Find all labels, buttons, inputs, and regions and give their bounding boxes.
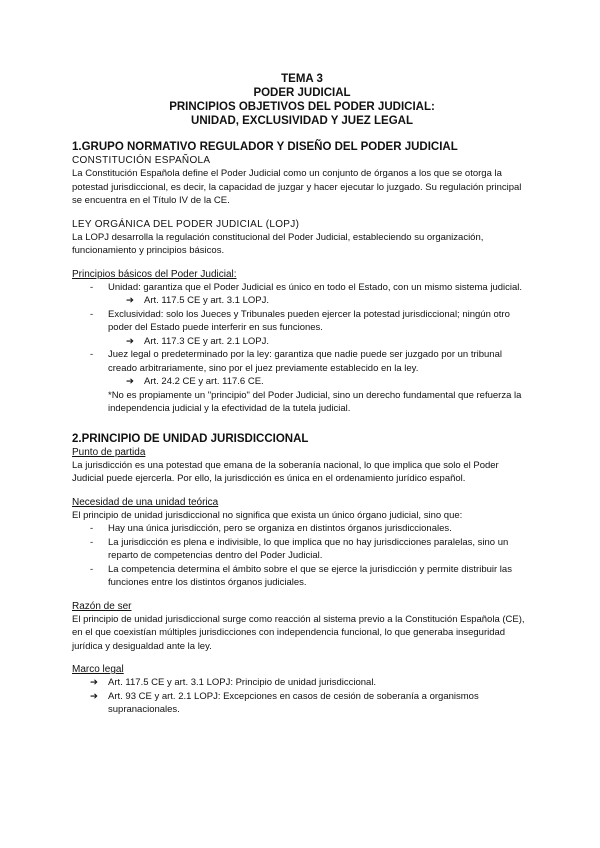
lopj-subheading: LEY ORGÁNICA DEL PODER JUDICIAL (LOPJ) — [72, 218, 300, 230]
marco-heading: Marco legal — [72, 664, 124, 675]
marco-item-2 — [72, 690, 532, 717]
arrow-icon: ➔ — [90, 690, 98, 702]
principio-note: *No es propiamente un "principio" del Poder Judicial, sino un derecho fundamental que refuerza la independencia judicial y la efectividad de la tutela judicial. — [108, 389, 522, 414]
ce-paragraph: La Constitución Española define el Poder Judicial como un conjunto de órganos a los que se otorga la potestad jurisdiccional, es decir, la capacidad de juzgar y hacer ejecutar lo juzgado. Su regulación principal se encuentra en el Título IV de la CE. — [72, 168, 522, 206]
razon-heading: Razón de ser — [72, 600, 132, 612]
marco-item-text: Art. 93 CE y art. 2.1 LOPJ: Excepciones en casos de cesión de soberanía a organismos supranacionales. — [108, 690, 479, 715]
ref-text: Art. 24.2 CE y art. 117.6 CE. — [144, 376, 264, 387]
arrow-icon: ➔ — [126, 335, 134, 347]
marco-item-1 — [72, 676, 532, 690]
principio-exclusividad-text: Exclusividad: solo los Jueces y Tribunales pueden ejercer la potestad jurisdiccional; ningún otro poder del Estado puede interferir en sus funciones. — [108, 308, 510, 333]
arrow-icon: ➔ — [90, 677, 98, 688]
punto-heading: Punto de partida — [72, 446, 146, 458]
ref-text: Art. 117.3 CE y art. 2.1 LOPJ. — [144, 335, 269, 347]
lopj-paragraph: La LOPJ desarrolla la regulación constitucional del Poder Judicial, estableciendo su organización, funcionamiento y principios básicos. — [72, 231, 484, 256]
document-page — [72, 72, 532, 717]
principios-list-3 — [72, 348, 532, 375]
ref-text: Art. 117.5 CE y art. 3.1 LOPJ. — [144, 295, 269, 306]
arrow-icon: ➔ — [126, 376, 134, 387]
list-item — [72, 348, 532, 375]
section-1-heading: 1.GRUPO NORMATIVO REGULADOR Y DISEÑO DEL PODER JUDICIAL — [72, 141, 458, 153]
ce-subheading: CONSTITUCIÓN ESPAÑOLA — [72, 155, 211, 166]
title-line-4: UNIDAD, EXCLUSIVIDAD Y JUEZ LEGAL — [191, 115, 413, 127]
list-item: - La jurisdicción es plena e indivisible, lo que implica que no hay jurisdicciones paralelas, sino un reparto de competencias dentro del Poder Judicial. — [72, 536, 532, 563]
principios-list — [72, 281, 532, 295]
necesidad-list — [72, 522, 532, 590]
razon-paragraph: El principio de unidad jurisdiccional surge como reacción al sistema previo a la Constitución Española (CE), en el que coexistían múltiples jurisdicciones con independencia funcional, lo que generaba inseguridad jurídica y desigualdad ante la ley. — [72, 613, 525, 652]
list-item — [72, 308, 532, 335]
necesidad-intro: El principio de unidad jurisdiccional no significa que exista un único órgano judicial, sino que: — [72, 509, 463, 521]
principio-juez-legal-text: Juez legal o predeterminado por la ley: garantiza que nadie puede ser juzgado por un tribunal creado arbitrariamente, sino por el juez previamente establecido en la ley. — [108, 349, 502, 374]
list-item: - La competencia determina el ámbito sobre el que se ejerce la jurisdicción y permite distribuir las funciones entre los distintos órganos judiciales. — [72, 563, 532, 590]
marco-item-text: Art. 117.5 CE y art. 3.1 LOPJ: Principio de unidad jurisdiccional. — [108, 677, 377, 688]
arrow-icon: ➔ — [126, 295, 134, 306]
principio-exclusividad-ref — [72, 335, 532, 349]
list-item: - Hay una única jurisdicción, pero se organiza en distintos órganos jurisdiccionales. — [72, 522, 532, 536]
list-item — [72, 281, 532, 295]
principios-heading: Principios básicos del Poder Judicial: — [72, 268, 237, 280]
principio-juez-legal-ref — [72, 375, 532, 389]
title-line-2: PODER JUDICIAL — [253, 87, 351, 99]
section-2-heading: 2.PRINCIPIO DE UNIDAD JURISDICCIONAL — [72, 432, 309, 445]
document-title — [72, 72, 532, 128]
title-line-3: PRINCIPIOS OBJETIVOS DEL PODER JUDICIAL: — [169, 101, 435, 113]
principios-list-2 — [72, 308, 532, 335]
punto-paragraph: La jurisdicción es una potestad que emana de la soberanía nacional, lo que implica que solo el Poder Judicial puede ejercerla. Por ello, la jurisdicción es única en el ordenamiento jurídico español. — [72, 459, 499, 484]
marco-list — [72, 676, 532, 717]
principio-unidad-text: Unidad: garantiza que el Poder Judicial es único en todo el Estado, con un mismo sistema judicial. — [108, 281, 523, 293]
principio-unidad-ref — [72, 294, 532, 308]
title-line-1: TEMA 3 — [281, 73, 323, 85]
necesidad-heading: Necesidad de una unidad teórica — [72, 496, 219, 508]
